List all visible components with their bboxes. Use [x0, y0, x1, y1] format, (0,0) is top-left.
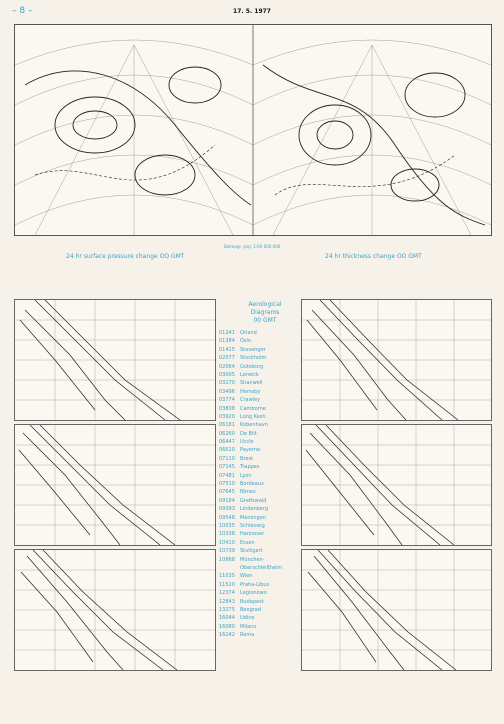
station-code: 11035 — [219, 573, 235, 580]
station-code: 16242 — [219, 632, 235, 639]
station-code: 12843 — [219, 598, 235, 605]
station-row — [219, 589, 311, 597]
page-date: 17. 5. 1977 — [233, 8, 271, 15]
station-name: Nimes — [240, 489, 256, 496]
diagram-drawing — [302, 550, 491, 670]
station-row — [219, 556, 311, 564]
station-code: 11520 — [219, 581, 235, 588]
station-row — [219, 329, 311, 337]
station-row — [219, 354, 311, 362]
station-row — [219, 623, 311, 631]
station-code: 10739 — [219, 548, 235, 555]
station-code: 10868 — [219, 556, 235, 563]
station-name: Wien — [240, 573, 253, 580]
station-row — [219, 614, 311, 622]
station-code: 03496 — [219, 388, 235, 395]
station-row — [219, 455, 311, 463]
station-row — [219, 514, 311, 522]
station-code — [219, 564, 240, 572]
station-name: Uccle — [240, 439, 254, 446]
legend-title — [219, 301, 311, 325]
station-code: 09393 — [219, 506, 235, 513]
station-row — [219, 446, 311, 454]
diagram-drawing — [15, 550, 215, 670]
station-name: Hannover — [240, 531, 265, 538]
station-name: Trappes — [240, 464, 260, 471]
station-code: 03920 — [219, 413, 235, 420]
thickness-caption: 24 hr thickness change OO GMT — [325, 253, 422, 260]
station-code: 10410 — [219, 539, 235, 546]
station-row — [219, 388, 311, 396]
station-code: 09184 — [219, 497, 235, 504]
station-row — [219, 463, 311, 471]
station-name: Goteborg — [240, 363, 264, 370]
station-row — [219, 430, 311, 438]
station-row — [219, 379, 311, 387]
station-row — [219, 505, 311, 513]
station-code: 16044 — [219, 615, 235, 622]
station-name: Camborne — [240, 405, 266, 412]
diagram-drawing — [302, 425, 491, 545]
station-name: Hemsby — [240, 388, 261, 395]
weather-maps-drawing — [15, 25, 491, 235]
station-code: 06260 — [219, 430, 235, 437]
station-row — [219, 581, 311, 589]
station-code: 16080 — [219, 623, 235, 630]
station-name: Stockholm — [240, 355, 267, 362]
station-name: Payerne — [240, 447, 261, 454]
station-name: Legionowo — [240, 590, 267, 597]
station-code: 07481 — [219, 472, 235, 479]
station-code: 10338 — [219, 531, 235, 538]
station-row — [219, 421, 311, 429]
station-name: Beograd — [240, 606, 262, 613]
station-code: 01241 — [219, 330, 235, 336]
legend-title-line: Aerological — [248, 301, 282, 308]
aerological-diagram — [14, 424, 216, 546]
legend-title-line: 00 GMT — [253, 317, 277, 324]
station-name: Stavanger — [240, 346, 266, 353]
station-legend — [219, 301, 311, 639]
station-code: 07645 — [219, 489, 235, 496]
station-name: Milano — [240, 623, 257, 630]
station-name: Greifswald — [240, 497, 267, 504]
station-name: Bordeaux — [240, 481, 264, 488]
station-code: 07510 — [219, 481, 235, 488]
station-code: 09548 — [219, 514, 235, 521]
station-name: Orland — [240, 330, 257, 336]
station-row — [219, 497, 311, 505]
aerological-diagram — [301, 424, 492, 546]
station-code: 02077 — [219, 355, 235, 362]
station-code: 06610 — [219, 447, 235, 454]
station-name: Lindenberg — [240, 506, 269, 513]
station-row — [219, 405, 311, 413]
station-row — [219, 480, 311, 488]
station-name: Shanwell — [240, 380, 263, 387]
station-code: 03170 — [219, 380, 235, 387]
station-code: 10035 — [219, 522, 235, 529]
station-name: Kobenhavn — [240, 422, 268, 429]
station-name: Udine — [240, 615, 255, 622]
station-row — [219, 396, 311, 404]
station-row — [219, 346, 311, 354]
station-row — [219, 472, 311, 480]
station-name: Lyon — [240, 472, 252, 479]
station-code: 03808 — [219, 405, 235, 412]
station-row — [219, 631, 311, 639]
station-list — [219, 329, 311, 639]
station-name: Oberschleißheim — [240, 564, 283, 571]
weather-maps — [14, 24, 492, 236]
station-name: Crawley — [240, 397, 261, 404]
aerological-diagram — [301, 549, 492, 671]
station-row — [219, 598, 311, 606]
diagram-drawing — [302, 300, 491, 420]
station-name: Stuttgart — [240, 548, 263, 555]
station-row — [219, 371, 311, 379]
station-code: 01384 — [219, 338, 235, 345]
station-name: Praha-Libus — [240, 581, 270, 588]
station-row — [219, 522, 311, 530]
station-code: 12374 — [219, 590, 235, 597]
station-code: 06181 — [219, 422, 235, 429]
station-code: 07145 — [219, 464, 235, 471]
station-name: Meiningen — [240, 514, 266, 521]
station-code: 13275 — [219, 606, 235, 613]
station-name: Oslo — [240, 338, 251, 345]
station-name: Schleswig — [240, 522, 265, 529]
station-row — [219, 363, 311, 371]
aerological-diagram — [301, 299, 492, 421]
diagram-drawing — [15, 300, 215, 420]
station-name: Brest — [240, 455, 254, 462]
aerological-diagram — [14, 299, 216, 421]
station-name: Roma — [240, 632, 255, 639]
page-number: – 8 – — [12, 6, 33, 16]
station-name: De Bilt — [240, 430, 257, 437]
station-row — [219, 572, 311, 580]
station-row — [219, 539, 311, 547]
station-row — [219, 606, 311, 614]
station-code: 03005 — [219, 371, 235, 378]
station-row — [219, 337, 311, 345]
station-name: Long Kesh — [240, 413, 266, 420]
legend-title-line: Diagrams — [250, 309, 280, 316]
station-name: Essen — [240, 539, 255, 546]
surface-pressure-caption: 24 hr surface pressure change OO GMT — [66, 253, 185, 260]
station-name: München- — [240, 556, 265, 563]
station-name: Lerwick — [240, 371, 259, 378]
station-code: 03774 — [219, 397, 235, 404]
station-name: Budapest — [240, 598, 264, 605]
station-row — [219, 530, 311, 538]
diagram-drawing — [15, 425, 215, 545]
aerological-diagram — [14, 549, 216, 671]
station-row — [219, 564, 311, 572]
station-code: 07110 — [219, 455, 235, 462]
station-code: 06447 — [219, 439, 235, 446]
station-row — [219, 438, 311, 446]
station-row — [219, 413, 311, 421]
station-row — [219, 547, 311, 555]
projection-note: Stereogr. proj. 1:60 000 000 — [223, 244, 281, 249]
station-code: 02064 — [219, 363, 235, 370]
station-row — [219, 488, 311, 496]
station-code: 01415 — [219, 346, 235, 353]
